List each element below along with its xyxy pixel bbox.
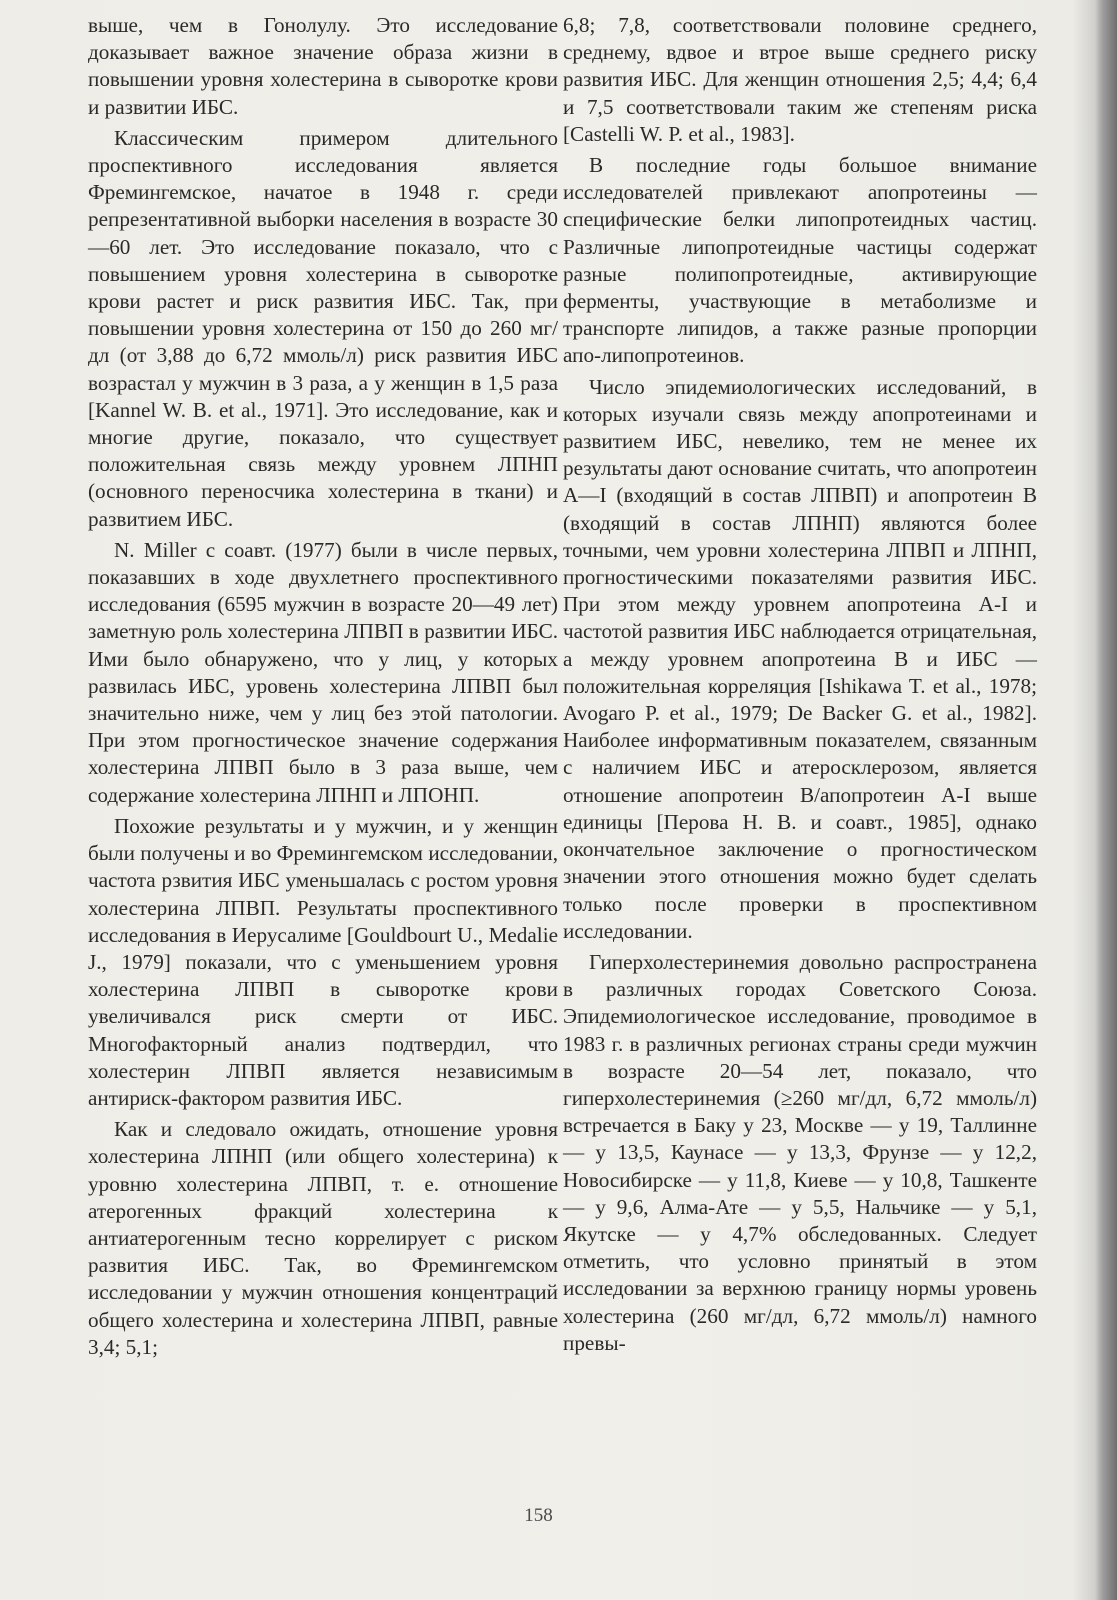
right-column [563, 12, 1037, 1357]
paragraph: выше, чем в Гонолулу. Это исследование доказывает важное значение образа жизни в повышении уровня холестерина в сыворотке крови и развитии ИБС. [88, 13, 558, 119]
page-number: 158 [524, 1505, 553, 1526]
paragraph: Похожие результаты и у мужчин, и у женщин были получены и во Фремингемском исследовании, частота рзвития ИБС уменьшалась с ростом уровня холестерина ЛПВП. Результаты проспективного исследования в Иерусалиме [Gouldbourt U., Medalie J., 1979] показали, что с уменьшением уровня холестерина ЛПВП в сыворотке крови увеличивался риск смерти от ИБС. Многофакторный анализ подтвердил, что холестерин ЛПВП является независимым антириск-фактором развития ИБС. [88, 813, 558, 1110]
left-column [88, 12, 558, 1361]
paragraph: N. Miller с соавт. (1977) были в числе первых, показавших в ходе двухлетнего проспективного исследования (6595 мужчин в возрасте 20—49 лет) заметную роль холестерина ЛПВП в развитии ИБС. Ими было обнаружено, что у лиц, у которых развилась ИБС, уровень холестерина ЛПВП был значительно ниже, чем у лиц без этой патологии. При этом прогностическое значение содержания холестерина ЛПВП было в 3 раза выше, чем содержание холестерина ЛПНП и ЛПОНП. [88, 537, 558, 807]
binding-shadow [1095, 0, 1117, 1600]
paragraph: Как и следовало ожидать, отношение уровня холестерина ЛПНП (или общего холестерина) к уровню холестерина ЛПВП, т. е. отношение атерогенных фракций холестерина к антиатерогенным тесно коррелирует с риском развития ИБС. Так, во Фремингемском исследовании у мужчин отношения концентраций общего холестерина и холестерина ЛПВП, равные 3,4; 5,1; [88, 1117, 558, 1359]
paragraph: Классическим примером длительного проспективного исследования является Фремингемское, начатое в 1948 г. среди репрезентативной выборки населения в возрасте 30—60 лет. Это исследование показало, что с повышением уровня холестерина в сыворотке крови растет и риск развития ИБС. Так, при повышении уровня холестерина от 150 до 260 мг/дл (от 3,88 до 6,72 ммоль/л) риск развития ИБС возрастал у мужчин в 3 раза, а у женщин в 1,5 раза [Kannel W. B. et al., 1971]. Это исследование, как и многие другие, показало, что существует положительная связь между уровнем ЛПНП (основного переносчика холестерина в ткани) и развитием ИБС. [88, 125, 558, 531]
paragraph: В последние годы большое внимание исследователей привлекают апопротеины — специфические белки липопротеидных частиц. Различные липопротеидные частицы содержат разные полипопротеидные, активирующие ферменты, участвующие в метаболизме и транспорте липидов, а также разные пропорции апо-липопротеинов. [563, 153, 1037, 368]
paragraph: 6,8; 7,8, соответствовали половине среднего, среднему, вдвое и втрое выше среднего риску развития ИБС. Для женщин отношения 2,5; 4,4; 6,4 и 7,5 соответствовали таким же степеням риска [Castelli W. P. et al., 1983]. [563, 13, 1037, 146]
paragraph: Число эпидемиологических исследований, в которых изучали связь между апопротеинами и развитием ИБС, невелико, тем не менее их результаты дают основание считать, что апопротеин А—I (входящий в состав ЛПВП) и апопротеин В (входящий в состав ЛПНП) являются более точными, чем уровни холестерина ЛПВП и ЛПНП, прогностическими показателями развития ИБС. При этом между уровнем апопротеина А-I и частотой развития ИБС наблюдается отрицательная, а между уровнем апопротеина В и ИБС — положительная корреляция [Ishikawa T. et al., 1978; Avogaro P. et al., 1979; De Backer G. et al., 1982]. Наиболее информативным показателем, связанным с наличием ИБС и атеросклерозом, является отношение апопротеин В/апопротеин А-I выше единицы [Перова Н. В. и соавт., 1985], однако окончательное заключение о прогностическом значении этого отношения можно будет сделать только после проверки в проспективном исследовании. [563, 374, 1037, 943]
paragraph: Гиперхолестеринемия довольно распространена в различных городах Советского Союза. Эпидемиологическое исследование, проводимое в 1983 г. в различных регионах страны среди мужчин в возрасте 20—54 лет, показало, что гиперхолестеринемия (≥260 мг/дл, 6,72 ммоль/л) встречается в Баку у 23, Москве — у 19, Таллинне — у 13,5, Каунасе — у 13,3, Фрунзе — у 12,2, Новосибирске — у 11,8, Киеве — у 10,8, Ташкенте — у 9,6, Алма-Ате — у 5,5, Нальчике — у 5,1, Якутске — у 4,7% обследованных. Следует отметить, что условно принятый в этом исследовании за верхнюю границу нормы уровень холестерина (260 мг/дл, 6,72 ммоль/л) намного превы- [563, 949, 1037, 1355]
